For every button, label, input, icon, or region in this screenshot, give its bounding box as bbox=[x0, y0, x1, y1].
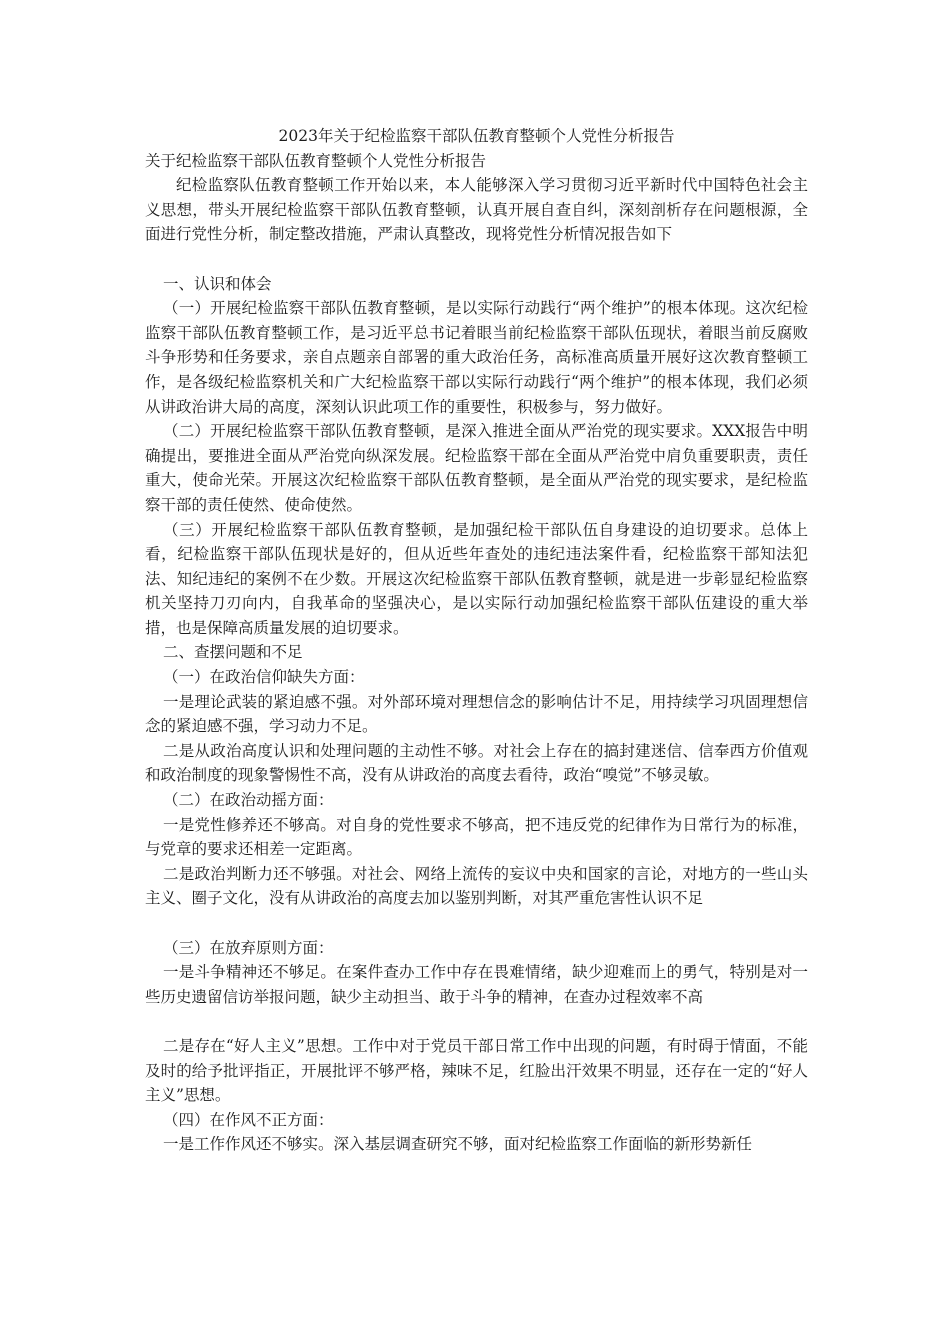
paragraph: 一是斗争精神还不够足。在案件查办工作中存在畏难情绪，缺少迎难而上的勇气，特别是对一些历史遗留信访举报问题，缺少主动担当、敢于斗争的精神，在查办过程效率不高 bbox=[145, 963, 808, 1006]
document-page bbox=[145, 120, 808, 1157]
paragraph: 一是党性修养还不够高。对自身的党性要求不够高，把不违反党的纪律作为日常行为的标准，与党章的要求还相差一定距离。 bbox=[145, 815, 808, 859]
subsection-heading: （一）在政治信仰缺失方面： bbox=[163, 668, 365, 687]
subsection-heading: （四）在作风不正方面： bbox=[163, 1110, 334, 1129]
paragraph: （二）开展纪检监察干部队伍教育整顿，是深入推进全面从严治党的现实要求。XXX报告中明确提出，要推进全面从严治党向纵深发展。纪检监察干部在全面从严治党中肩负重要职责，责任重大，使命光荣。开展这次纪检监察干部队伍教育整顿，是全面从严治党的现实要求，是纪检监察干部的责任使然、使命使然。 bbox=[145, 422, 808, 514]
blank-line bbox=[145, 911, 808, 936]
section-heading: 二、查摆问题和不足 bbox=[163, 643, 303, 662]
paragraph: 二是政治判断力还不够强。对社会、网络上流传的妄议中央和国家的言论，对地方的一些山头主义、圈子文化，没有从讲政治的高度去加以鉴别判断，对其严重危害性认识不足 bbox=[145, 864, 808, 908]
blank-line bbox=[145, 1009, 808, 1034]
document-subtitle: 关于纪检监察干部队伍教育整顿个人党性分析报告 bbox=[145, 151, 487, 170]
paragraph: 二是存在“好人主义”思想。工作中对于党员干部日常工作中出现的问题，有时碍于情面，不能及时的给予批评指正，开展批评不够严格，辣味不足，红脸出汗效果不明显，还存在一定的“好人主义”思想。 bbox=[145, 1036, 808, 1105]
subsection-heading: （二）在政治动摇方面： bbox=[163, 791, 334, 810]
paragraph: 一是工作作风还不够实。深入基层调查研究不够，面对纪检监察工作面临的新形势新任 bbox=[163, 1135, 753, 1154]
blank-line bbox=[145, 247, 808, 272]
paragraph: （三）开展纪检监察干部队伍教育整顿，是加强纪检干部队伍自身建设的迫切要求。总体上看，纪检监察干部队伍现状是好的，但从近些年查处的违纪违法案件看，纪检监察干部知法犯法、知纪违纪的案例不在少数。开展这次纪检监察干部队伍教育整顿，就是进一步彰显纪检监察机关坚持刀刃向内，自我革命的坚强决心，是以实际行动加强纪检监察干部队伍建设的重大举措，也是保障高质量发展的迫切要求。 bbox=[145, 520, 808, 637]
paragraph: （一）开展纪检监察干部队伍教育整顿，是以实际行动践行“两个维护”的根本体现。这次纪检监察干部队伍教育整顿工作，是习近平总书记着眼当前纪检监察干部队伍现状，着眼当前反腐败斗争形势和任务要求，亲自点题亲自部署的重大政治任务，高标准高质量开展好这次教育整顿工作，是各级纪检监察机关和广大纪检监察干部以实际行动践行“两个维护”的根本体现，我们必须从讲政治讲大局的高度，深刻认识此项工作的重要性，积极参与，努力做好。 bbox=[145, 299, 808, 416]
intro-paragraph: 纪检监察队伍教育整顿工作开始以来，本人能够深入学习贯彻习近平新时代中国特色社会主义思想，带头开展纪检监察干部队伍教育整顿，认真开展自查自纠，深刻剖析存在问题根源，全面进行党性分析，制定整改措施，严肃认真整改，现将党性分析情况报告如下 bbox=[145, 176, 808, 244]
section-heading: 一、认识和体会 bbox=[163, 274, 272, 293]
document-title: 2023年关于纪检监察干部队伍教育整顿个人党性分析报告 bbox=[278, 127, 675, 145]
paragraph: 二是从政治高度认识和处理问题的主动性不够。对社会上存在的搞封建迷信、信奉西方价值观和政治制度的现象警惕性不高，没有从讲政治的高度去看待，政治“嗅觉”不够灵敏。 bbox=[145, 741, 808, 785]
subsection-heading: （三）在放弃原则方面： bbox=[163, 938, 334, 957]
paragraph: 一是理论武装的紧迫感不强。对外部环境对理想信念的影响估计不足，用持续学习巩固理想信念的紧迫感不强，学习动力不足。 bbox=[145, 692, 808, 736]
